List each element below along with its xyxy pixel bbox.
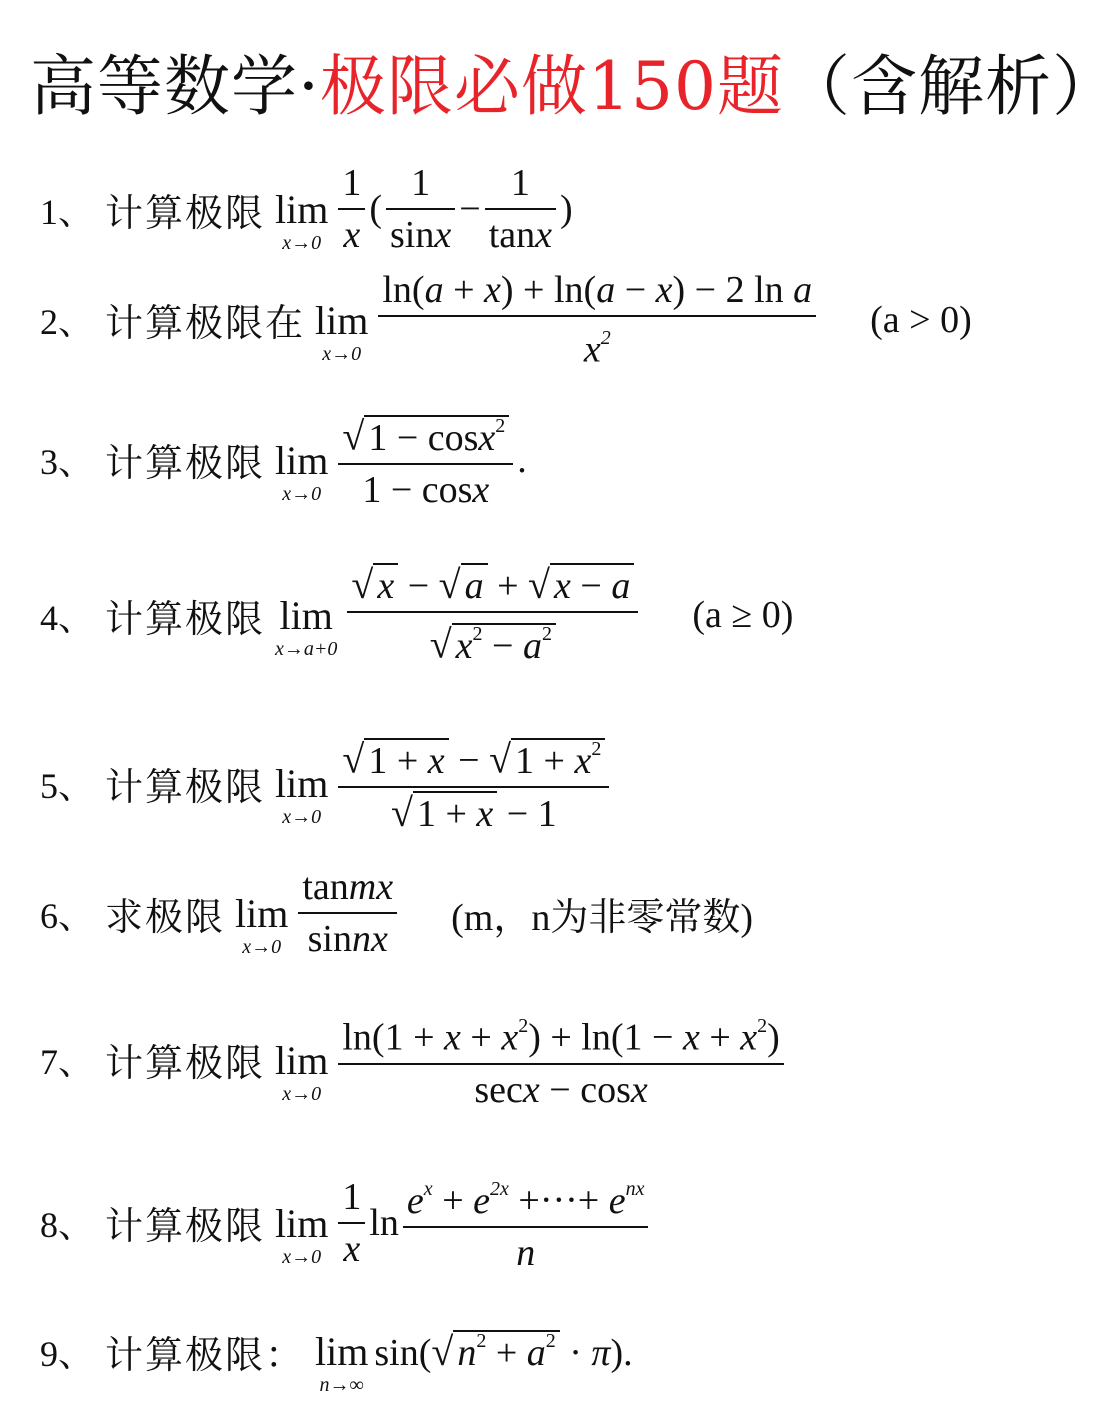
problem-7: 7、 计算极限 lim x→0 $\frac{\ln(1 + x + x^2) + \ln(1 - x + x^2)}{\sec x - \cos x}$ (40, 1005, 788, 1115)
problem-3: 3、 计算极限 lim x→0 $\frac{√ 1 - \cos x^2}{1 - \cos x}$ . (40, 413, 527, 511)
problem-1: 1、 计算极限 lim x→0 $\frac{1}{x}$ ( $\frac{1}{\sin x}$ − $\frac{1}{\tan x}$ ) (40, 162, 573, 256)
title-highlight: 极限必做150题 (319, 48, 784, 125)
problem-9: 9、 计算极限： lim n→∞ sin(√ $n^2 + a^2 \cdot \pi$). (40, 1328, 633, 1396)
problem-5: 5、 计算极限 lim x→0 $\frac{√ 1 + x - √ 1 + x^2}{√ 1 + x - 1}$ (40, 728, 613, 839)
problem-2: 2、 计算极限在 lim x→0 $\frac{\text{ln(a + x) + ln(a − x) − 2 ln a}}{x^2}$ (a > 0) (40, 269, 972, 371)
problem-4: 4、 计算极限 lim x→a+0 $\frac{√ x - √ a + √ x - a}{√ x^2 - a^2}$ (a ≥ 0) (40, 562, 794, 667)
problem-6: 6、 求极限 lim x→0 $\frac{\text{tanmx}}{\text{sinnx}}$ (m，n为非零常数) (40, 866, 753, 960)
page-title: 高等数学·极限必做150题（含解析） (30, 48, 1119, 125)
problem-8: 8、 计算极限 lim x→0 $\frac{1}{x}$ ln $\frac{e^x + e^{2x} +\cdot\cdot\cdot+ e^{nx}}{n}$ (40, 1168, 652, 1278)
